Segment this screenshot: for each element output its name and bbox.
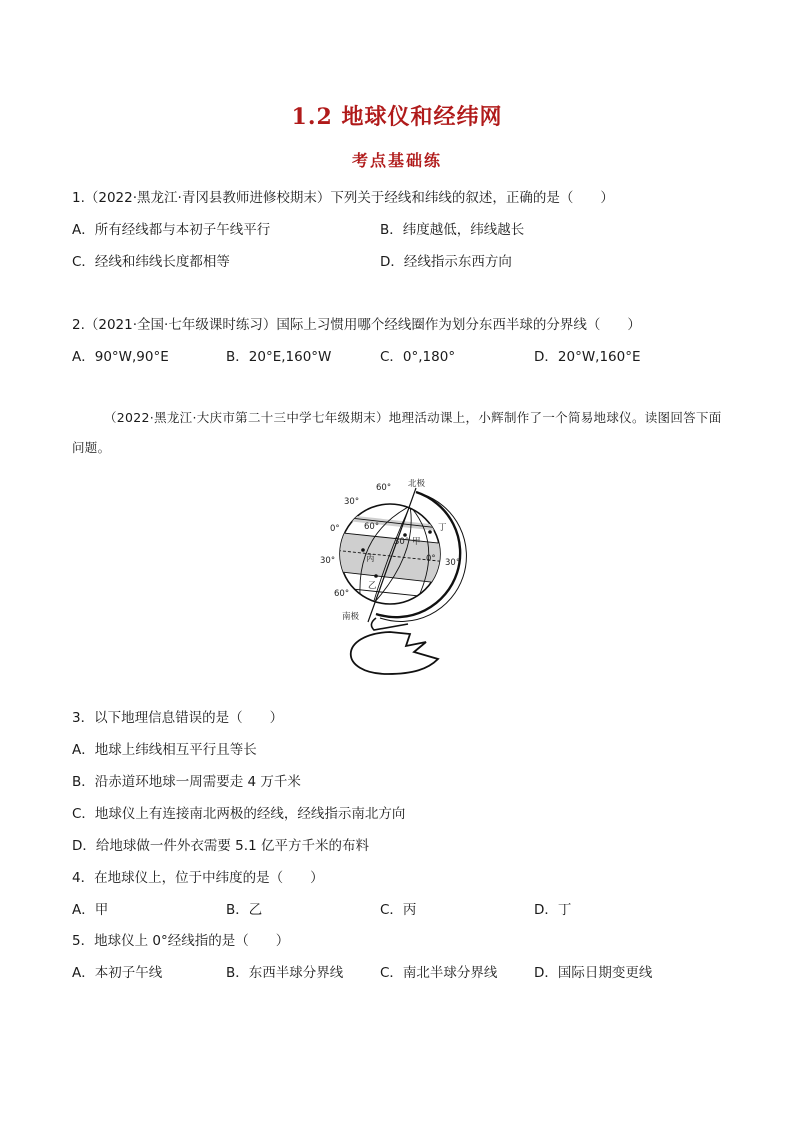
question-3-option-a: A．地球上纬线相互平行且等长 (72, 742, 257, 758)
label-right-30: 30° (445, 558, 461, 568)
label-north-pole: 北极 (408, 479, 426, 489)
question-2-option-d: D．20°W,160°E (534, 349, 641, 365)
globe-neck (371, 618, 408, 630)
question-3-option-d: D．给地球做一件外衣需要 5.1 亿平方千米的布料 (72, 838, 369, 854)
question-3-option-b: B．沿赤道环地球一周需要走 4 万千米 (72, 774, 301, 790)
question-1-option-b: B．纬度越低，纬线越长 (380, 222, 525, 238)
globe-diagram (318, 474, 478, 684)
question-4-option-a: A．甲 (72, 902, 109, 918)
label-south-pole: 南极 (342, 612, 360, 622)
question-4-option-d: D．丁 (534, 902, 572, 918)
question-2-option-b: B．20°E,160°W (226, 349, 332, 365)
point-ding (428, 530, 432, 534)
question-5-option-b: B．东西半球分界线 (226, 965, 344, 981)
question-5-option-c: C．南北半球分界线 (380, 965, 498, 981)
question-4-option-b: B．乙 (226, 902, 263, 918)
section-subtitle: 考点基础练 (351, 151, 442, 170)
question-1-option-c: C．经线和纬线长度都相等 (72, 254, 230, 270)
question-2-option-c: C．0°,180° (380, 349, 456, 365)
question-5-option-a: A．本初子午线 (72, 965, 163, 981)
point-yi (374, 574, 378, 578)
label-ding: 丁 (438, 523, 447, 533)
label-left-0: 0° (330, 524, 340, 534)
label-inner-0: 0° (426, 554, 436, 564)
question-4-stem: 4．在地球仪上，位于中纬度的是（ ） (72, 870, 324, 886)
label-yi: 乙 (368, 581, 377, 591)
question-3-option-c: C．地球仪上有连接南北两极的经线，经线指示南北方向 (72, 806, 406, 822)
label-left-30-lower: 30° (320, 556, 336, 566)
question-2-stem: 2.（2021·全国·七年级课时练习）国际上习惯用哪个经线圈作为划分东西半球的分界线（ ） (72, 317, 641, 333)
label-bing: 丙 (366, 554, 375, 564)
label-jia: 甲 (412, 537, 421, 547)
question-1-stem: 1.（2022·黑龙江·青冈县教师进修校期末）下列关于经线和纬线的叙述，正确的是（ ） (72, 190, 614, 206)
label-bottom-60: 60° (334, 589, 350, 599)
question-1-option-a: A．所有经线都与本初子午线平行 (72, 222, 271, 238)
label-mid-30: 30° (394, 537, 410, 547)
material-intro: （2022·黑龙江·大庆市第二十三中学七年级期末）地理活动课上，小辉制作了一个简易地球仪。读图回答下面问题。 (72, 410, 722, 455)
question-3-stem: 3．以下地理信息错误的是（ ） (72, 710, 284, 726)
point-bing (361, 548, 365, 552)
label-inner-60: 60° (364, 522, 380, 532)
globe-base (351, 632, 438, 674)
question-2-option-a: A．90°W,90°E (72, 349, 169, 365)
label-left-30: 30° (344, 497, 360, 507)
question-4-option-c: C．丙 (380, 902, 417, 918)
label-top-60: 60° (376, 483, 392, 493)
question-1-option-d: D．经线指示东西方向 (380, 254, 512, 270)
page-title: 1.2 地球仪和经纬网 (291, 104, 503, 130)
question-5-stem: 5．地球仪上 0°经线指的是（ ） (72, 933, 290, 949)
question-5-option-d: D．国际日期变更线 (534, 965, 653, 981)
